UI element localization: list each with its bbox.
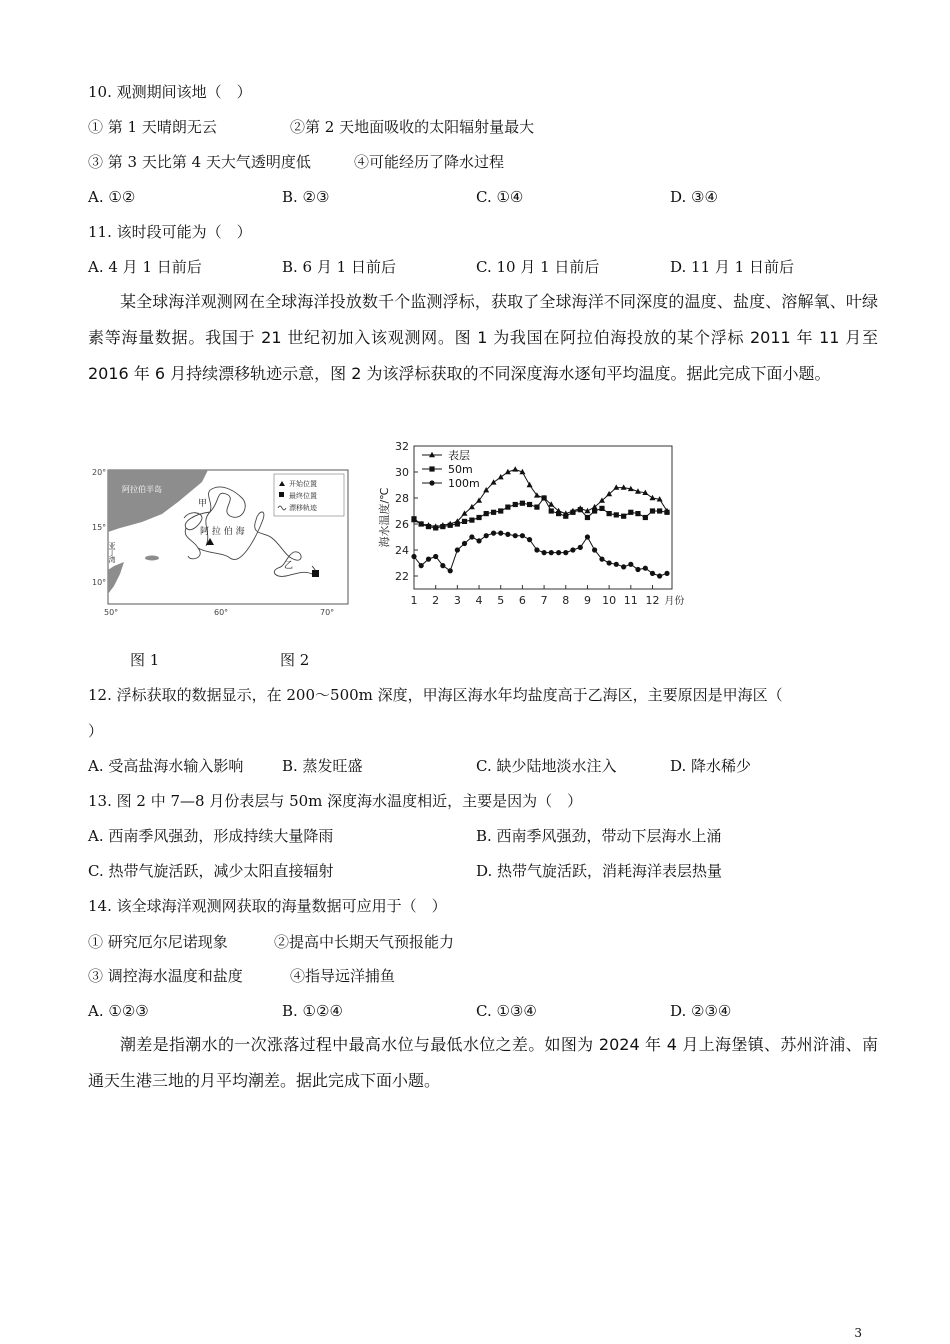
data-point-50m bbox=[549, 508, 554, 513]
peninsula-label: 阿拉伯半岛 bbox=[122, 485, 162, 494]
q12-option-a: A. 受高盐海水输入影响 bbox=[88, 757, 244, 775]
socotra-island bbox=[145, 556, 159, 561]
data-point-50m bbox=[440, 524, 445, 529]
q14-option-a: A. ①②③ bbox=[88, 1002, 149, 1020]
q10-statement-2: ②第 2 天地面吸收的太阳辐射量最大 bbox=[290, 118, 535, 136]
x-tick-label: 12 bbox=[645, 594, 660, 607]
lat-20-label: 20° bbox=[92, 468, 107, 477]
data-point-50m bbox=[621, 514, 626, 519]
data-point-100m bbox=[635, 567, 640, 572]
data-point-100m bbox=[607, 560, 612, 565]
legend-marker-100m bbox=[429, 480, 434, 485]
legend-label-50m: 50m bbox=[448, 463, 473, 476]
lon-60-label: 60° bbox=[214, 608, 229, 617]
q12-option-b: B. 蒸发旺盛 bbox=[282, 757, 363, 775]
lon-50-label: 50° bbox=[104, 608, 119, 617]
y-tick-label: 24 bbox=[395, 544, 409, 557]
data-point-100m bbox=[541, 550, 546, 555]
x-tick-label: 1 bbox=[410, 594, 418, 607]
data-point-表层 bbox=[613, 484, 619, 489]
q10-option-c: C. ①④ bbox=[476, 188, 524, 206]
data-point-100m bbox=[505, 532, 510, 537]
x-axis-unit: 月份 bbox=[664, 596, 685, 607]
data-point-100m bbox=[628, 562, 633, 567]
data-point-100m bbox=[643, 566, 648, 571]
data-point-50m bbox=[570, 510, 575, 515]
data-point-50m bbox=[505, 505, 510, 510]
y-tick-label: 26 bbox=[395, 518, 409, 531]
yi-label: 乙 bbox=[284, 561, 294, 571]
data-point-100m bbox=[411, 554, 416, 559]
data-point-100m bbox=[599, 557, 604, 562]
q12-stem-tail: ） bbox=[88, 722, 104, 740]
q14-stem: 14. 该全球海洋观测网获取的海量数据可应用于（ ） bbox=[88, 897, 447, 915]
lat-15-label: 15° bbox=[92, 523, 107, 532]
data-point-50m bbox=[657, 508, 662, 513]
data-point-100m bbox=[440, 563, 445, 568]
data-point-100m bbox=[556, 550, 561, 555]
y-tick-label: 30 bbox=[395, 466, 409, 479]
q13-option-a: A. 西南季风强劲，形成持续大量降雨 bbox=[88, 827, 334, 845]
x-tick-label: 3 bbox=[453, 594, 461, 607]
q14-statement-4: ④指导远洋捕鱼 bbox=[290, 967, 396, 985]
q11-option-d: D. 11 月 1 日前后 bbox=[670, 258, 794, 276]
q11-option-b: B. 6 月 1 日前后 bbox=[282, 258, 396, 276]
x-tick-label: 11 bbox=[623, 594, 638, 607]
x-tick-label: 6 bbox=[518, 594, 526, 607]
data-point-表层 bbox=[621, 484, 627, 489]
data-point-50m bbox=[513, 502, 518, 507]
q14-statement-3: ③ 调控海水温度和盐度 bbox=[88, 967, 243, 985]
q10-statement-1: ① 第 1 天晴朗无云 bbox=[88, 118, 217, 136]
legend-label-100m: 100m bbox=[448, 477, 480, 490]
lon-70-label: 70° bbox=[320, 608, 335, 617]
data-point-50m bbox=[592, 508, 597, 513]
data-point-100m bbox=[433, 554, 438, 559]
q10-option-d: D. ③④ bbox=[670, 188, 718, 206]
figure-2-chart bbox=[378, 436, 698, 614]
x-tick-label: 10 bbox=[602, 594, 617, 607]
data-point-表层 bbox=[512, 466, 518, 471]
data-point-100m bbox=[570, 547, 575, 552]
data-point-50m bbox=[455, 521, 460, 526]
lat-10-label: 10° bbox=[92, 578, 107, 587]
q11-stem: 11. 该时段可能为（ ） bbox=[88, 223, 252, 241]
data-point-100m bbox=[419, 563, 424, 568]
q14-statement-1: ① 研究厄尔尼诺现象 bbox=[88, 933, 228, 951]
q11-option-c: C. 10 月 1 日前后 bbox=[476, 258, 600, 276]
q10-option-a: A. ①② bbox=[88, 188, 136, 206]
data-point-100m bbox=[513, 533, 518, 538]
data-point-50m bbox=[419, 521, 424, 526]
figure-2-caption: 图 2 bbox=[280, 651, 310, 669]
data-point-100m bbox=[563, 550, 568, 555]
x-tick-label: 8 bbox=[562, 594, 570, 607]
data-point-100m bbox=[527, 537, 532, 542]
data-point-50m bbox=[556, 511, 561, 516]
data-point-50m bbox=[563, 514, 568, 519]
data-point-100m bbox=[455, 547, 460, 552]
q10-option-b: B. ②③ bbox=[282, 188, 330, 206]
data-point-100m bbox=[657, 573, 662, 578]
q11-option-a: A. 4 月 1 日前后 bbox=[88, 258, 202, 276]
passage-1: 某全球海洋观测网在全球海洋投放数千个监测浮标，获取了全球海洋不同深度的温度、盐度、溶解氧、叶绿素等海量数据。我国于 21 世纪初加入该观测网。图 1 为我国在阿拉伯海投放的某个浮标 2011 年 11 月至 2016 年 6 月持续漂移轨迹示意，图 2 为该浮标获取的不同深度海水逐旬平均温度。据此完成下面小题。 bbox=[88, 292, 878, 383]
data-point-100m bbox=[549, 550, 554, 555]
data-point-50m bbox=[635, 511, 640, 516]
data-point-50m bbox=[462, 519, 467, 524]
q10-statement-4: ④可能经历了降水过程 bbox=[354, 153, 505, 171]
q13-option-d: D. 热带气旋活跃，消耗海洋表层热量 bbox=[476, 862, 723, 880]
data-point-100m bbox=[498, 531, 503, 536]
data-point-50m bbox=[498, 508, 503, 513]
data-point-50m bbox=[411, 516, 416, 521]
data-point-表层 bbox=[491, 479, 497, 484]
q14-option-b: B. ①②④ bbox=[282, 1002, 343, 1020]
legend-end-icon bbox=[279, 492, 284, 497]
q13-option-b: B. 西南季风强劲，带动下层海水上涌 bbox=[476, 827, 722, 845]
legend-label-表层: 表层 bbox=[448, 449, 470, 462]
y-axis-label: 海水温度/℃ bbox=[378, 487, 391, 548]
x-tick-label: 9 bbox=[583, 594, 591, 607]
x-tick-label: 5 bbox=[497, 594, 505, 607]
data-point-50m bbox=[599, 506, 604, 511]
data-point-50m bbox=[426, 524, 431, 529]
data-point-100m bbox=[592, 547, 597, 552]
q13-option-c: C. 热带气旋活跃，减少太阳直接辐射 bbox=[88, 862, 334, 880]
q12-option-c: C. 缺少陆地淡水注入 bbox=[476, 757, 617, 775]
data-point-50m bbox=[476, 515, 481, 520]
data-point-100m bbox=[520, 533, 525, 538]
figure-1-map bbox=[90, 462, 355, 617]
x-tick-label: 4 bbox=[475, 594, 483, 607]
data-point-100m bbox=[534, 547, 539, 552]
legend-start-label: 开始位置 bbox=[289, 480, 317, 488]
data-point-100m bbox=[484, 533, 489, 538]
q14-option-d: D. ②③④ bbox=[670, 1002, 732, 1020]
data-point-表层 bbox=[527, 482, 533, 487]
data-point-100m bbox=[448, 568, 453, 573]
data-point-50m bbox=[578, 507, 583, 512]
data-point-50m bbox=[585, 515, 590, 520]
passage-2: 潮差是指潮水的一次涨落过程中最高水位与最低水位之差。如图为 2024 年 4 月上海堡镇、苏州浒浦、南通天生港三地的月平均潮差。据此完成下面小题。 bbox=[88, 1035, 878, 1090]
q14-option-c: C. ①③④ bbox=[476, 1002, 537, 1020]
data-point-50m bbox=[541, 495, 546, 500]
figure-1-caption: 图 1 bbox=[130, 651, 160, 669]
q14-statement-2: ②提高中长期天气预报能力 bbox=[274, 933, 455, 951]
q12-stem: 12. 浮标获取的数据显示，在 200～500m 深度，甲海区海水年均盐度高于乙海区，主要原因是甲海区（ bbox=[88, 686, 783, 704]
data-point-50m bbox=[534, 505, 539, 510]
data-point-100m bbox=[664, 571, 669, 576]
data-point-50m bbox=[491, 510, 496, 515]
data-point-50m bbox=[433, 525, 438, 530]
data-point-100m bbox=[476, 538, 481, 543]
data-point-100m bbox=[462, 541, 467, 546]
q10-statement-3: ③ 第 3 天比第 4 天大气透明度低 bbox=[88, 153, 311, 171]
data-point-表层 bbox=[498, 474, 504, 479]
data-point-50m bbox=[520, 501, 525, 506]
data-point-50m bbox=[650, 508, 655, 513]
legend-end-label: 最终位置 bbox=[289, 492, 317, 500]
data-point-100m bbox=[614, 562, 619, 567]
data-point-50m bbox=[643, 515, 648, 520]
data-point-50m bbox=[484, 511, 489, 516]
x-tick-label: 7 bbox=[540, 594, 548, 607]
data-point-50m bbox=[628, 510, 633, 515]
data-point-50m bbox=[664, 510, 669, 515]
data-point-100m bbox=[578, 545, 583, 550]
y-tick-label: 32 bbox=[395, 440, 409, 453]
q10-stem: 10. 观测期间该地（ ） bbox=[88, 83, 252, 101]
y-tick-label: 28 bbox=[395, 492, 409, 505]
legend-marker-50m bbox=[429, 466, 434, 471]
legend-track-label: 漂移轨迹 bbox=[289, 504, 317, 512]
sea-label: 阿 拉 伯 海 bbox=[200, 527, 245, 537]
jia-label: 甲 bbox=[198, 499, 208, 509]
data-point-50m bbox=[469, 518, 474, 523]
data-point-100m bbox=[650, 571, 655, 576]
y-tick-label: 22 bbox=[395, 570, 409, 583]
data-point-50m bbox=[614, 512, 619, 517]
data-point-100m bbox=[491, 531, 496, 536]
gulf-label: 亚丁湾 bbox=[108, 542, 116, 563]
data-point-100m bbox=[426, 557, 431, 562]
q13-stem: 13. 图 2 中 7—8 月份表层与 50m 深度海水温度相近，主要是因为（ ） bbox=[88, 792, 583, 810]
data-point-100m bbox=[585, 534, 590, 539]
data-point-50m bbox=[448, 523, 453, 528]
data-point-50m bbox=[607, 511, 612, 516]
page-number: 3 bbox=[854, 1326, 862, 1340]
data-point-100m bbox=[469, 534, 474, 539]
x-tick-label: 2 bbox=[432, 594, 440, 607]
data-point-50m bbox=[527, 502, 532, 507]
end-marker bbox=[312, 570, 319, 577]
q12-option-d: D. 降水稀少 bbox=[670, 757, 752, 775]
data-point-100m bbox=[621, 564, 626, 569]
data-point-表层 bbox=[649, 495, 655, 500]
